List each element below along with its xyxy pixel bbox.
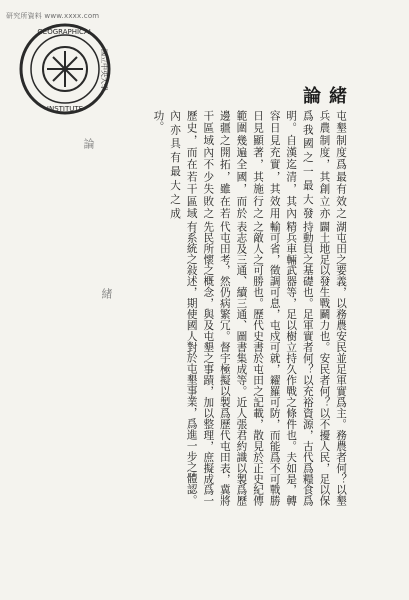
watermark-text: 研究所資料 www.xxxx.com xyxy=(6,12,100,20)
chapter-title: 緒論 xyxy=(300,86,347,107)
svg-text:國立中央大學: 國立中央大學 xyxy=(100,49,108,91)
paragraph-1: 屯墾制度爲最有效之兵農制度，其創立亦爲我國之一最大發明。自漢迄清，其內容日見充實，其效用日見顯著，其施行之範圍幾遍全國，而於邊疆之開拓，雖在若干區域內不少失敗之歷史，而在若干區域內亦具有最大之成功。 xyxy=(152,110,347,219)
side-mark-2: 緒 xyxy=(100,288,113,299)
side-marks xyxy=(66,138,113,308)
page-body xyxy=(150,86,349,506)
svg-text:GEOGRAPHICAL: GEOGRAPHICAL xyxy=(37,28,93,36)
side-mark-1: 論 xyxy=(82,138,95,149)
svg-text:INSTITUTE: INSTITUTE xyxy=(46,105,84,113)
paragraph-2: 湖屯田之要義，以務農安民並足軍實爲主。務農者何？以墾闢土地足以發生戰鬬力也。安民者何？以不擾人民，足以保持動員之基礎也。足軍實者何？以充裕資源，古代爲糧食爲精兵車輛武器等，足以樹立持久作戰之條件也。夫如是，轉輸可省，徵調可息，屯戍可就，糴羅可防，而能爲不可戰勝之敵人之可勝也。歷代史書於屯田之記載，散見於正史紀傳表志及三通、續三通、圖書集成等。近人張君約識以製爲歷代屯田考，然仍病繁冗。督宇極擬以製爲歷代屯田表，冀將先民所懷之概念，與及屯墾之事蹟，加以整理，庶擬成爲一有系統之敍述，期使國人對於屯墾事業，爲進一步之體認。 xyxy=(185,220,347,506)
institute-seal xyxy=(18,22,112,116)
